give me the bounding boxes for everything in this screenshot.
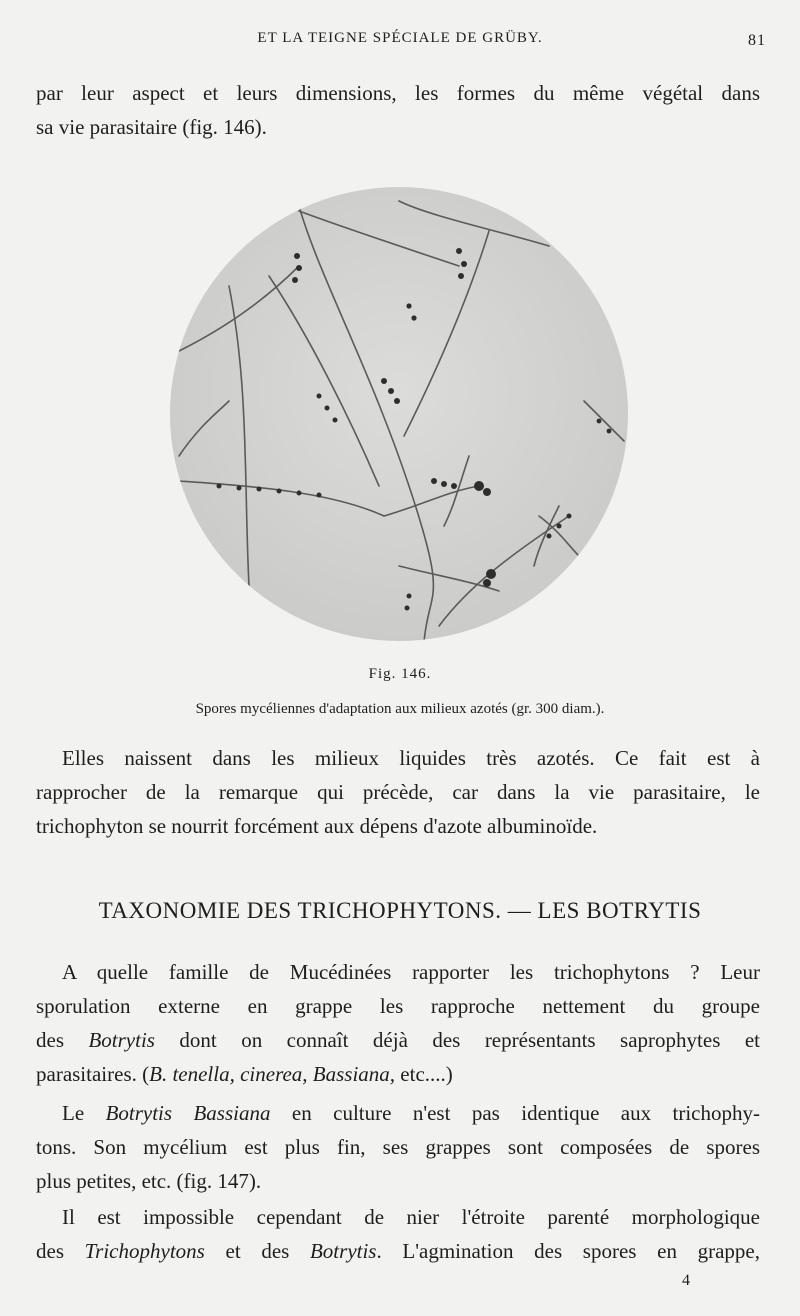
text-line	[36, 1234, 760, 1268]
italic-genus: Botrytis	[88, 1028, 155, 1052]
taxonomy-paragraph-1	[36, 955, 760, 1091]
text-line: par leur aspect et leurs dimensions, les formes du même végétal dans	[36, 81, 760, 105]
italic-species: B. tenella, cinerea, Bassiana,	[149, 1062, 396, 1086]
italic-genus: Trichophytons	[84, 1239, 205, 1263]
text-run: Le	[62, 1101, 106, 1125]
text-run: parasitaires. (	[36, 1062, 150, 1086]
section-title: TAXONOMIE DES TRICHOPHYTONS. — LES BOTRYTIS	[98, 898, 702, 923]
taxonomy-paragraph-2	[36, 1096, 760, 1198]
paragraph-after-figure	[36, 741, 760, 843]
text-run: des	[36, 1028, 89, 1052]
text-line: Elles naissent dans les milieux liquides très azotés. Ce fait est à	[62, 746, 760, 770]
text-line: rapprocher de la remarque qui précède, car dans la vie parasitaire, le	[36, 780, 760, 804]
micrograph-image	[169, 186, 629, 642]
microscope-field	[170, 187, 628, 641]
italic-genus: Botrytis	[309, 1239, 377, 1263]
text-line: trichophyton se nourrit forcément aux dépens d'azote albuminoïde.	[36, 814, 598, 838]
italic-species: Botrytis Bassiana	[105, 1101, 271, 1125]
text-line	[36, 1096, 760, 1130]
text-run: des	[36, 1239, 85, 1263]
text-line	[36, 1023, 760, 1057]
page-number: 81	[748, 32, 766, 49]
figure-label: Fig. 146.	[368, 666, 432, 682]
text-line: Il est impossible cependant de nier l'étroite parenté morphologique	[62, 1205, 760, 1229]
text-line: plus petites, etc. (fig. 147).	[36, 1169, 262, 1193]
running-head	[0, 30, 800, 54]
text-line: sporulation externe en grappe les rapproche nettement du groupe	[36, 994, 760, 1018]
text-run: etc....)	[395, 1062, 453, 1086]
figure-caption: Spores mycéliennes d'adaptation aux milieux azotés (gr. 300 diam.).	[195, 701, 605, 717]
intro-paragraph	[36, 76, 760, 144]
micrograph-figure	[169, 186, 629, 642]
text-run: dont on connaît déjà des représentants saprophytes et	[154, 1028, 760, 1052]
text-line: tons. Son mycélium est plus fin, ses grappes sont composées de spores	[36, 1135, 760, 1159]
text-run: . L'agmination des spores en grappe,	[376, 1239, 760, 1263]
signature-mark: 4	[682, 1272, 690, 1289]
taxonomy-paragraph-3	[36, 1200, 760, 1268]
text-line: A quelle famille de Mucédinées rapporter les trichophytons ? Leur	[62, 960, 760, 984]
text-run: en culture n'est pas identique aux trichophy-	[270, 1101, 760, 1125]
text-line: sa vie parasitaire (fig. 146).	[36, 115, 267, 139]
text-line	[36, 1057, 760, 1091]
text-run: et des	[204, 1239, 310, 1263]
running-title: ET LA TEIGNE SPÉCIALE DE GRÜBY.	[257, 30, 543, 46]
